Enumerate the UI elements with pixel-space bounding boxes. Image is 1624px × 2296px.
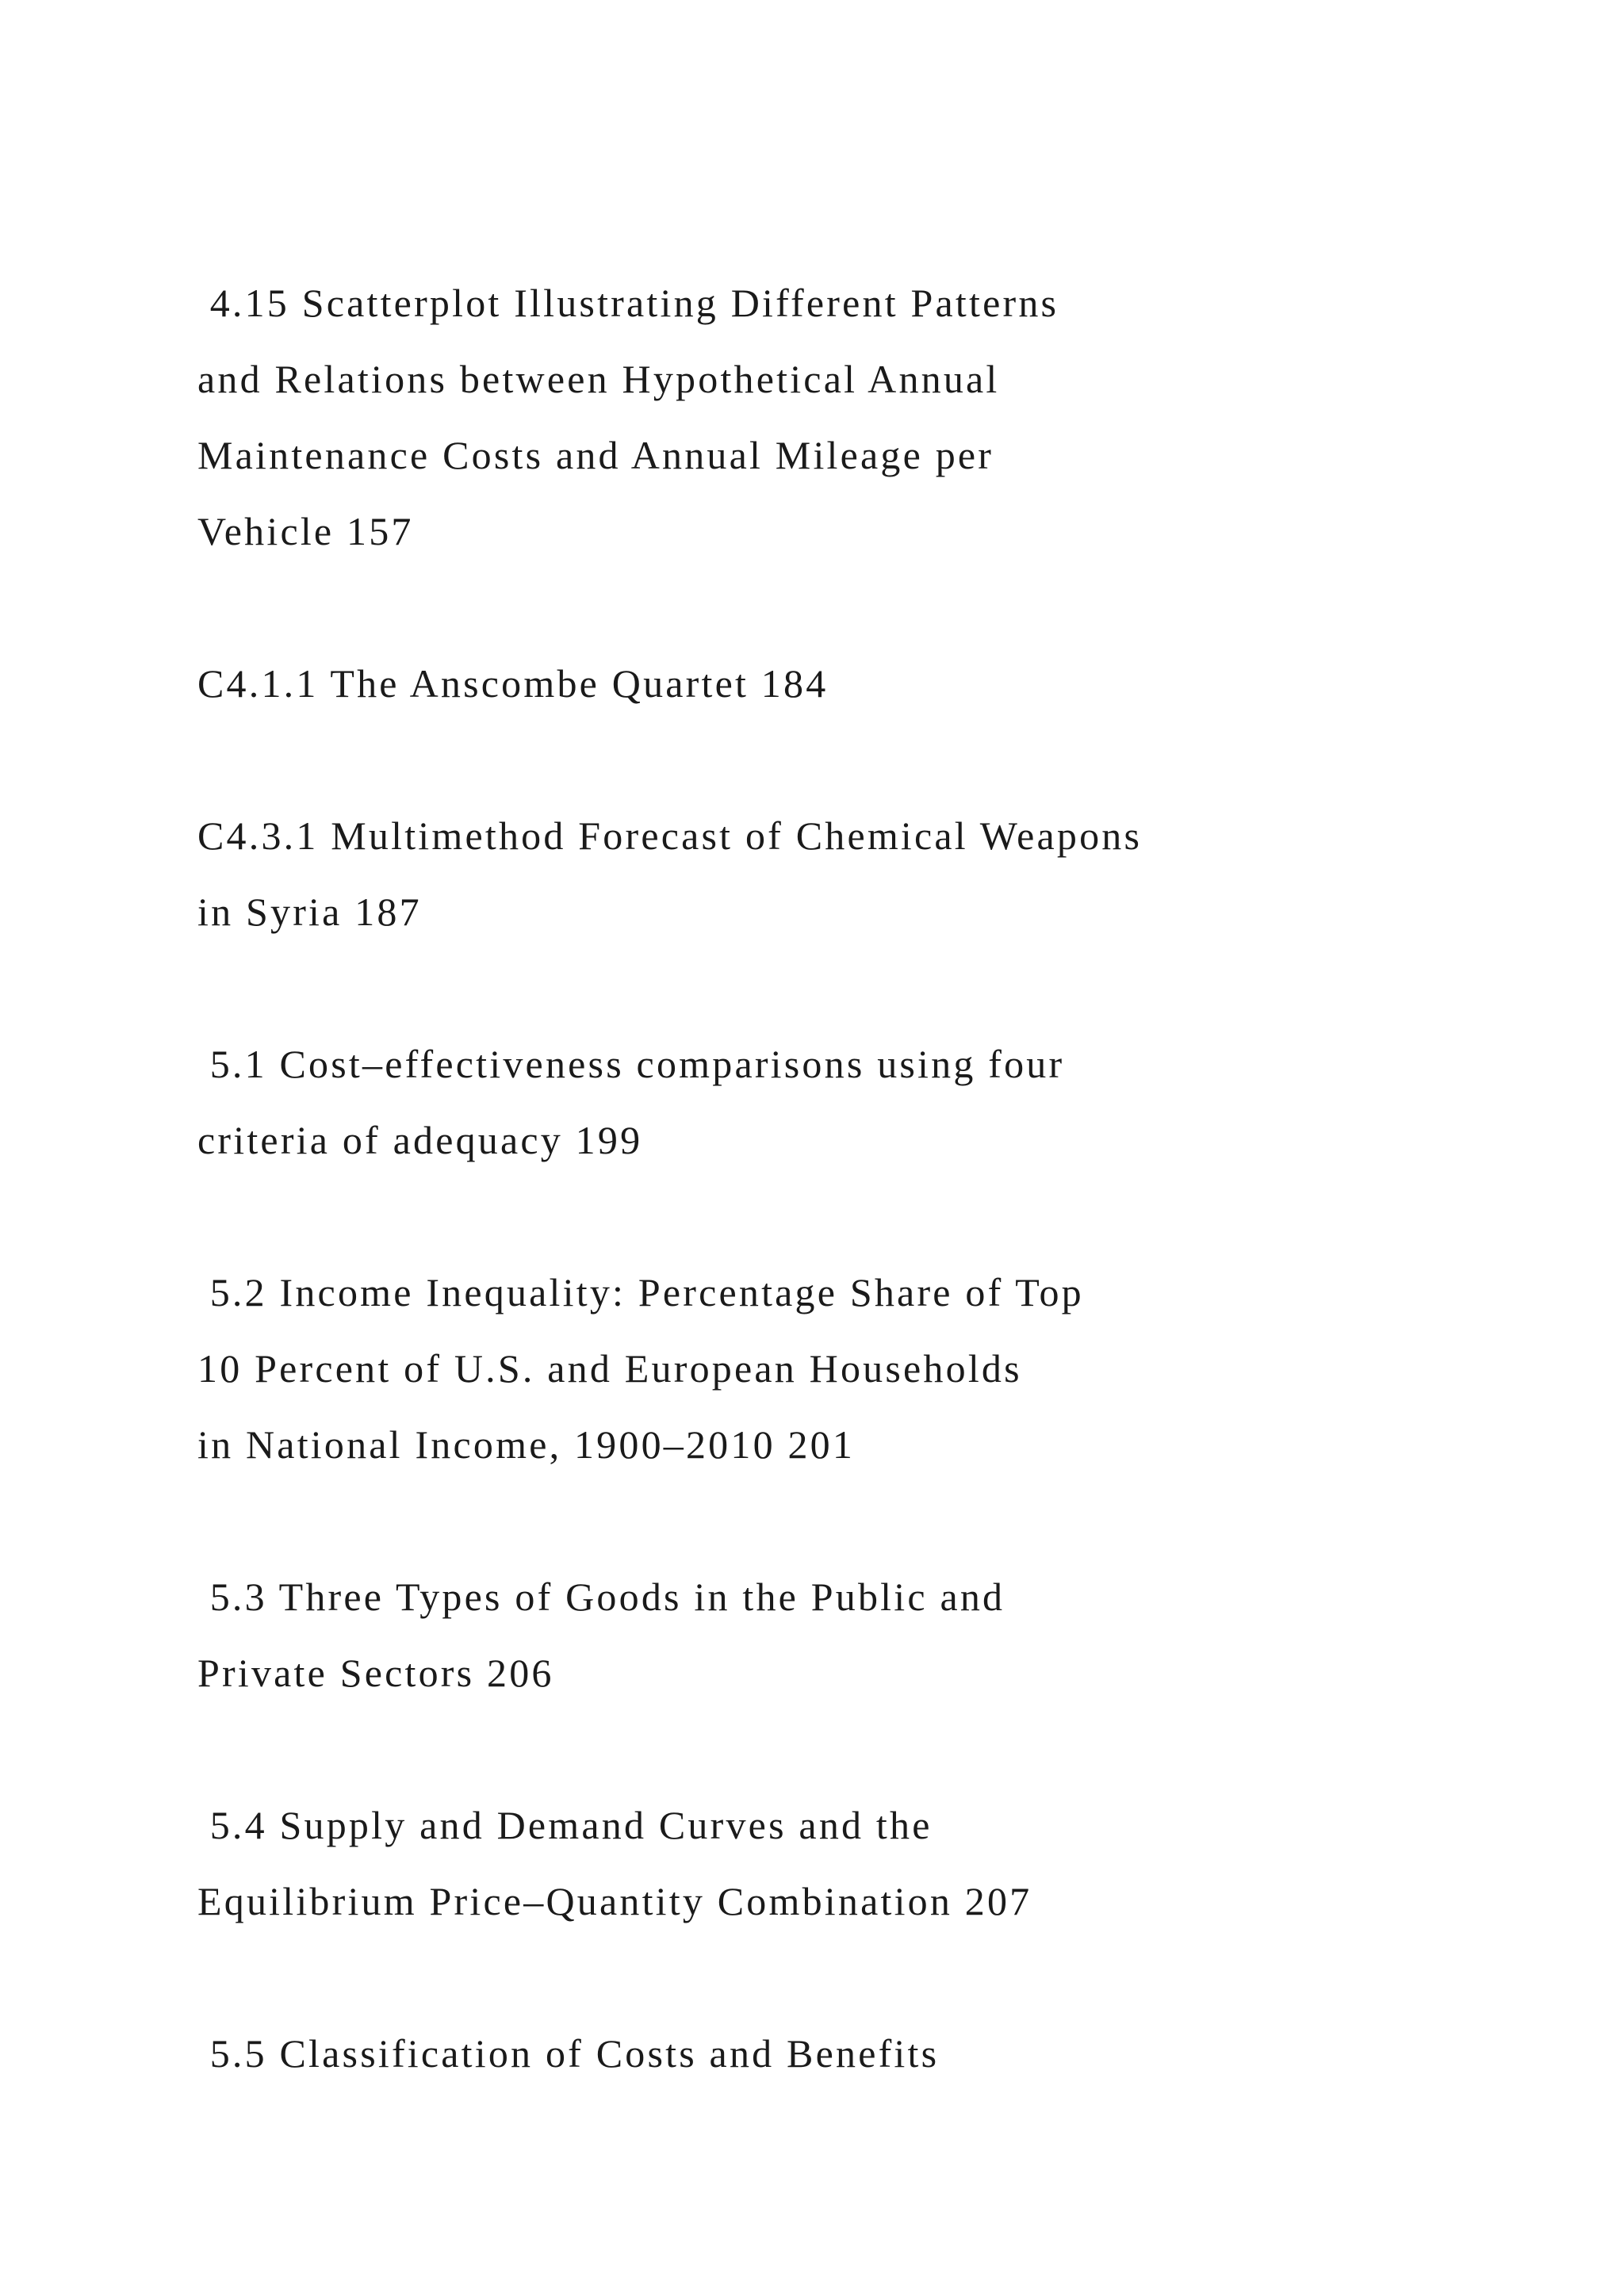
entry-line: and Relations between Hypothetical Annual	[197, 357, 1000, 401]
list-entry-c4-1-1	[197, 645, 1545, 721]
list-entry-c4-3-1	[197, 798, 1545, 950]
entry-line: Maintenance Costs and Annual Mileage per	[197, 433, 994, 477]
entry-line: 4.15 Scatterplot Illustrating Different Patterns	[197, 281, 1059, 325]
list-entry-4-15	[197, 265, 1545, 569]
entry-line: C4.3.1 Multimethod Forecast of Chemical Weapons	[197, 813, 1143, 858]
list-entry-5-4	[197, 1787, 1545, 1939]
list-entry-5-3	[197, 1559, 1545, 1711]
figure-list	[197, 265, 1545, 2168]
entry-line: C4.1.1 The Anscombe Quartet 184	[197, 661, 829, 706]
entry-line: Equilibrium Price–Quantity Combination 207	[197, 1879, 1032, 1923]
entry-line: Private Sectors 206	[197, 1651, 554, 1695]
list-entry-5-5	[197, 2015, 1545, 2091]
entry-line: in National Income, 1900–2010 201	[197, 1422, 856, 1467]
list-entry-5-1	[197, 1026, 1545, 1178]
entry-line: 10 Percent of U.S. and European Households	[197, 1346, 1022, 1391]
list-entry-5-2	[197, 1254, 1545, 1483]
entry-line: 5.4 Supply and Demand Curves and the	[197, 1803, 933, 1847]
entry-line: 5.1 Cost–effectiveness comparisons using four	[197, 1042, 1065, 1086]
entry-line: 5.2 Income Inequality: Percentage Share of Top	[197, 1270, 1084, 1314]
entry-line: Vehicle 157	[197, 509, 414, 553]
entry-line: 5.3 Three Types of Goods in the Public and	[197, 1575, 1005, 1619]
entry-line: criteria of adequacy 199	[197, 1118, 643, 1162]
entry-line: in Syria 187	[197, 890, 422, 934]
entry-line: 5.5 Classification of Costs and Benefits	[197, 2031, 940, 2076]
